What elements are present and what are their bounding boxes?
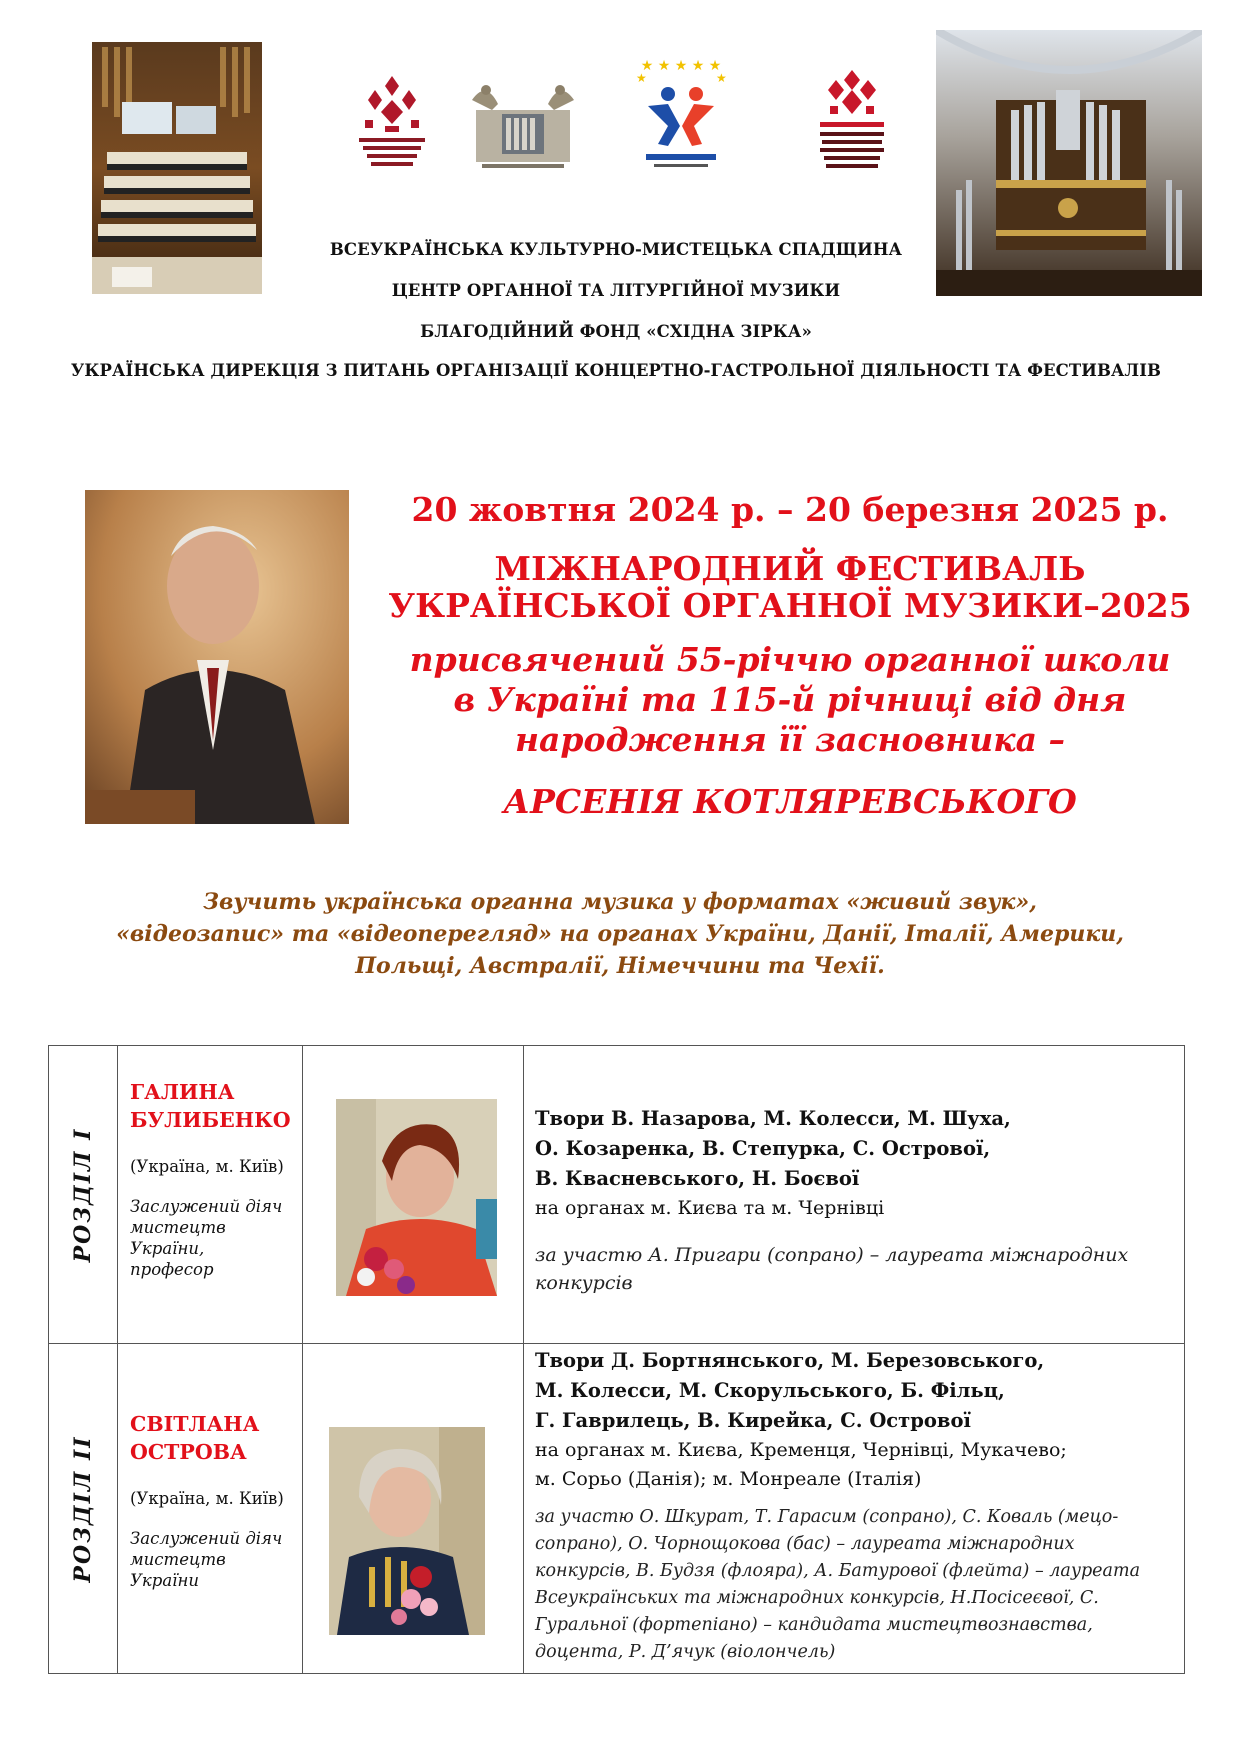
performer-title: Заслужений діяч мистецтв України: [130, 1529, 283, 1590]
formats-line1: Звучить українська органна музика у форматах «живий звук»,: [203, 889, 1037, 915]
works-venues: [535, 1194, 1174, 1223]
works-cell: [524, 1344, 1185, 1674]
heritage-ornament-icon: [345, 72, 440, 172]
performer-photo-cell: [303, 1046, 524, 1344]
organization-heritage: ВСЕУКРАЇНСЬКА КУЛЬТУРНО-МИСТЕЦЬКА СПАДЩИНА: [329, 240, 903, 259]
performer-photo: [329, 1427, 485, 1635]
performer-cell: [118, 1344, 303, 1674]
works-composers: [535, 1346, 1174, 1436]
dedication-line3: народження її засновника –: [514, 720, 1065, 759]
works-venues: [535, 1436, 1174, 1494]
table-row: [49, 1344, 1185, 1674]
section-label-cell: [49, 1344, 118, 1674]
works-line: О. Козаренка, В. Степурка, С. Острової,: [535, 1137, 991, 1160]
svg-text:★: ★: [636, 71, 647, 85]
formats-line2: «відеозапис» та «відеоперегляд» на органах України, Данії, Італії, Америки,: [116, 921, 1124, 947]
table-row: [49, 1046, 1185, 1344]
section-label: РОЗДІЛ І: [70, 1127, 96, 1262]
performer-last-name: ОСТРОВА: [130, 1440, 247, 1464]
works-line: Твори В. Назарова, М. Колесси, М. Шуха,: [535, 1107, 1011, 1130]
performer-photo: [336, 1099, 497, 1296]
works-cell: [524, 1046, 1185, 1344]
festival-dates: 20 жовтня 2024 р. – 20 березня 2025 р.: [411, 490, 1169, 529]
formats-line3: Польщі, Австралії, Німеччини та Чехії.: [355, 953, 885, 979]
dedication-line1: присвячений 55-річчю органної школи: [409, 640, 1171, 679]
festival-title: [360, 550, 1220, 624]
organization-organ-centre: ЦЕНТР ОРГАННОЇ ТА ЛІТУРГІЙНОЇ МУЗИКИ: [391, 281, 841, 300]
performer-title: Заслужений діяч мистецтв України, професор: [130, 1197, 283, 1279]
works-line: Г. Гаврилець, В. Кирейка, С. Острової: [535, 1409, 971, 1432]
venue-line: м. Сорьо (Данія); м. Монреале (Італія): [535, 1468, 922, 1490]
venue-line: на органах м. Києва та м. Чернівці: [535, 1197, 885, 1219]
founder-portrait-photo: [85, 490, 349, 824]
program-table: [48, 1045, 1185, 1674]
performer-first-name: СВІТЛАНА: [130, 1412, 260, 1436]
works-participation: за участю О. Шкурат, Т. Гарасим (сопрано), С. Коваль (мецо-сопрано), О. Чорнощокова (бас) – лауреата міжнародних конкурсів, В. Будзя (флояра), А. Батурової (флейта) – лауреата Всеукраїнських та міжнародних конкурсів, Н.Посісеєвої, С. Гуральної (фортепіано) – кандидата мистецтвознавства, доцента, Р. Д’ячук (віолончель): [535, 1507, 1140, 1662]
formats-paragraph: [60, 886, 1180, 982]
venue-line: на органах м. Києва, Кременця, Чернівці, Мукачево;: [535, 1439, 1067, 1461]
svg-text:★: ★: [716, 71, 727, 85]
star-fund-icon: [628, 56, 734, 176]
founder-name: АРСЕНІЯ КОТЛЯРЕВСЬКОГО: [503, 782, 1077, 821]
performer-last-name: БУЛИБЕНКО: [130, 1108, 291, 1132]
section-label: РОЗДІЛ ІІ: [70, 1434, 96, 1583]
festival-title-line2: УКРАЇНСЬКОЇ ОРГАННОЇ МУЗИКИ–2025: [388, 586, 1192, 625]
works-line: В. Квасневського, Н. Боєвої: [535, 1167, 860, 1190]
works-line: Твори Д. Бортнянського, М. Березовського,: [535, 1349, 1045, 1372]
festival-dedication: [360, 640, 1220, 760]
organ-centre-icon: [462, 70, 584, 174]
performer-name: [130, 1410, 292, 1466]
performer-cell: [118, 1046, 303, 1344]
performer-photo-cell: [303, 1344, 524, 1674]
works-line: М. Колесси, М. Скорульського, Б. Фільц,: [535, 1379, 1005, 1402]
works-composers: [535, 1104, 1174, 1194]
performer-first-name: ГАЛИНА: [130, 1080, 235, 1104]
performer-country: (Україна, м. Київ): [130, 1157, 284, 1176]
performer-name: [130, 1078, 292, 1134]
section-label-cell: [49, 1046, 118, 1344]
works-participation: за участю А. Пригари (сопрано) – лауреата міжнародних конкурсів: [535, 1244, 1129, 1294]
svg-text:★ ★ ★ ★ ★: ★ ★ ★ ★ ★: [640, 58, 722, 74]
organization-directorate: УКРАЇНСЬКА ДИРЕКЦІЯ З ПИТАНЬ ОРГАНІЗАЦІЇ КОНЦЕРТНО-ГАСТРОЛЬНОЇ ДІЯЛЬНОСТІ ТА ФЕСТИВАЛІВ: [70, 361, 1162, 380]
organization-charity-fund: БЛАГОДІЙНИЙ ФОНД «СХІДНА ЗІРКА»: [420, 322, 812, 341]
directorate-ornament-icon: [800, 66, 904, 178]
dedication-line2: в Україні та 115-й річниці від дня: [453, 680, 1127, 719]
performer-country: (Україна, м. Київ): [130, 1489, 284, 1508]
festival-title-line1: МІЖНАРОДНИЙ ФЕСТИВАЛЬ: [494, 549, 1086, 588]
